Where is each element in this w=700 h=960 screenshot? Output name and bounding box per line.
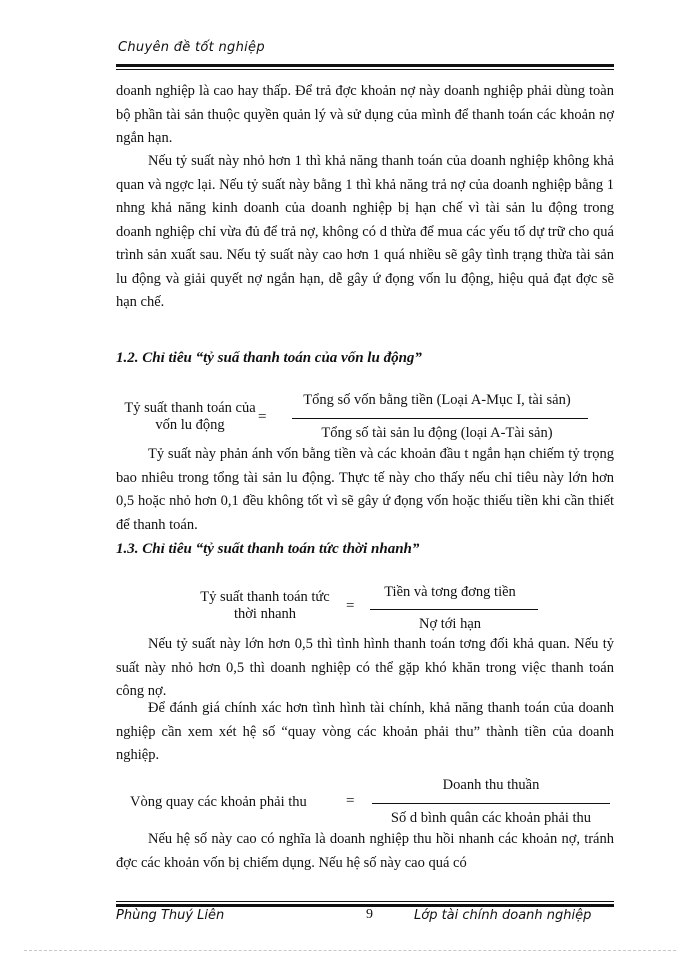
section-heading-1-3: 1.3. Chỉ tiêu “tỷ suất thanh toán tức thời nhanh” bbox=[116, 541, 420, 557]
formula-2-label-line1: Tỷ suất thanh toán tức bbox=[200, 589, 330, 605]
formula-3-numerator: Doanh thu thuần bbox=[442, 777, 540, 793]
footer-rule-thick bbox=[116, 904, 614, 907]
footer-class-name: Lớp tài chính doanh nghiệp bbox=[414, 908, 592, 923]
formula-3-label: Vòng quay các khoản phải thu bbox=[130, 794, 307, 810]
formula-1-fraction-bar bbox=[292, 418, 588, 419]
formula-3-fraction-bar bbox=[372, 803, 610, 804]
formula-1-equals: = bbox=[258, 409, 267, 425]
footer-author: Phùng Thuý Liên bbox=[116, 908, 225, 923]
formula-2-denominator: Nợ tới hạn bbox=[418, 616, 482, 632]
header-rule-thin bbox=[116, 69, 614, 70]
formula-1-label bbox=[116, 400, 267, 434]
formula-2-label-line2: thời nhanh bbox=[233, 606, 297, 622]
paragraph-1: doanh nghiệp là cao hay thấp. Để trả đợc khoản nợ này doanh nghiệp phải dùng toàn bộ phần tài sản thuộc quyền quản lý và sử dụng của mình để thanh toán các khoản nợ ngắn hạn. bbox=[116, 83, 614, 146]
formula-2-numerator: Tiền và tơng đơng tiền bbox=[384, 584, 516, 600]
formula-3-equals: = bbox=[346, 793, 355, 809]
formula-1-label-line1: Tỷ suất thanh toán của bbox=[124, 400, 256, 416]
paragraph-4: Nếu tỷ suất này lớn hơn 0,5 thì tình hình thanh toán tơng đối khả quan. Nếu tỷ suất này nhỏ hơn 0,5 thì doanh nghiệp có thể gặp khó khăn trong việc thanh toán công nợ. bbox=[116, 636, 614, 699]
paragraph-3: Tỷ suất này phản ánh vốn bằng tiền và các khoản đầu t ngắn hạn chiếm tỷ trọng bao nhiêu trong tổng tài sản lu động. Thực tế này cho thấy nếu chỉ tiêu này lớn hơn 0,5 hoặc nhỏ hơn 0,1 đều không tốt vì sẽ gây ứ đọng vốn hoặc thiếu tiền khi cần thiết để thanh toán. bbox=[116, 446, 614, 533]
paragraph-5: Để đánh giá chính xác hơn tình hình tài chính, khả năng thanh toán của doanh nghiệp cần xem xét hệ số “quay vòng các khoản phải thu” thành tiền của doanh nghiệp. bbox=[116, 700, 614, 763]
formula-2-equals: = bbox=[346, 598, 355, 614]
section-heading-1-2: 1.2. Chỉ tiêu “tỷ suấ thanh toán của vốn lu động” bbox=[116, 350, 422, 366]
formula-2-fraction-bar bbox=[370, 609, 538, 610]
header-rule-thick bbox=[116, 64, 614, 67]
footer-rule-thin bbox=[116, 901, 614, 902]
footer-page-number: 9 bbox=[366, 907, 373, 922]
formula-2-label bbox=[180, 589, 350, 623]
formula-3-denominator: Số d bình quân các khoản phải thu bbox=[390, 810, 592, 826]
paragraph-2: Nếu tỷ suất này nhỏ hơn 1 thì khả năng thanh toán của doanh nghiệp không khả quan và ngợc lại. Nếu tỷ suất này bằng 1 thì khả năng trả nợ của doanh nghiệp bằng 1 nhng khả năng kinh doanh của doanh nghiệp bị hạn chế vì tài sản lu động trong doanh nghiệp chỉ vừa đủ để trả nợ, không có d thừa để mua các yếu tố dự trữ cho quá trình sản xuất sau. Nếu tỷ suất này cao hơn 1 quá nhiều sẽ gây tình trạng thừa tài sản lu động và giải quyết nợ ngắn hạn, dễ gây ứ đọng vốn lu động, hiệu quả đạt đợc sẽ hạn chế. bbox=[116, 153, 614, 310]
page-header-title: Chuyên đề tốt nghiệp bbox=[118, 40, 265, 55]
paragraph-6: Nếu hệ số này cao có nghĩa là doanh nghiệp thu hồi nhanh các khoản nợ, tránh đợc các khoản vốn bị chiếm dụng. Nếu hệ số này cao quá có bbox=[116, 831, 614, 871]
formula-1-label-line2: vốn lu động bbox=[155, 417, 225, 433]
page-boundary-line bbox=[24, 950, 676, 951]
formula-1-numerator: Tổng số vốn bằng tiền (Loại A-Mục I, tài sản) bbox=[303, 392, 571, 408]
formula-1-denominator: Tổng số tài sản lu động (loại A-Tài sản) bbox=[321, 425, 553, 441]
